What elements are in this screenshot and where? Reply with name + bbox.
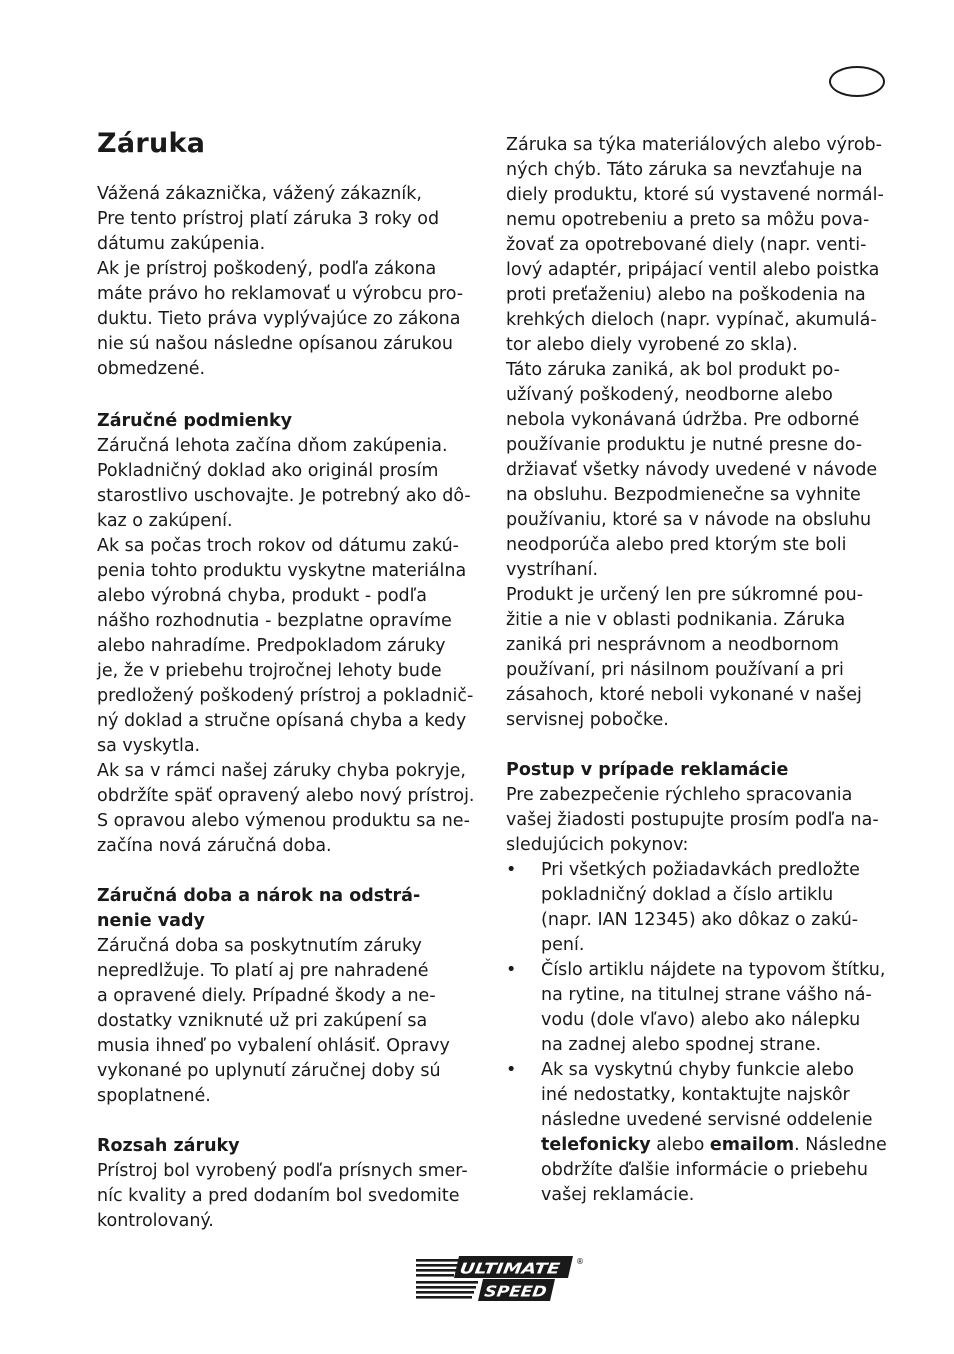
text-line: Číslo artiklu nájdete na typovom štítku, bbox=[541, 960, 886, 980]
text-line: používaniu, ktoré sa v návode na obsluhu bbox=[506, 510, 872, 530]
section-heading: Rozsah záruky bbox=[97, 1136, 240, 1156]
text-line: obdržíte ďalšie informácie o priebehu bbox=[541, 1160, 868, 1180]
text-line: pení. bbox=[541, 935, 585, 955]
text-line: žitie a nie v oblasti podnikania. Záruka bbox=[506, 610, 846, 630]
text-line: vašej reklamácie. bbox=[541, 1185, 695, 1205]
text-line: alebo výrobná chyba, produkt - podľa bbox=[97, 586, 427, 606]
text-line: obdržíte späť opravený alebo nový prístroj. bbox=[97, 786, 475, 806]
text-line: užívaný poškodený, neodborne alebo bbox=[506, 385, 833, 405]
text-line: následne uvedené servisné oddelenie bbox=[541, 1110, 873, 1130]
text-line: Ak sa počas troch rokov od dátumu zakú- bbox=[97, 536, 459, 556]
text-line: duktu. Tieto práva vyplývajúce zo zákona bbox=[97, 309, 461, 329]
text-line: pokladničný doklad a číslo artiklu bbox=[541, 885, 834, 905]
logo-word-speed: SPEED bbox=[483, 1282, 541, 1301]
text-line: máte právo ho reklamovať u výrobcu pro- bbox=[97, 284, 464, 304]
section-heading: Záručná doba a nárok na odstrá- bbox=[97, 886, 421, 906]
text-line: na rytine, na titulnej strane vášho ná- bbox=[541, 985, 872, 1005]
text-line: obmedzené. bbox=[97, 359, 206, 379]
text-line: níc kvality a pred dodaním bol svedomite bbox=[97, 1186, 460, 1206]
section-heading: Záručné podmienky bbox=[97, 411, 293, 431]
text-line: (napr. IAN 12345) ako dôkaz o zakú- bbox=[541, 910, 859, 930]
text-line: starostlivo uschovajte. Je potrebný ako dô- bbox=[97, 486, 471, 506]
text-line: Ak sa vyskytnú chyby funkcie alebo bbox=[541, 1060, 854, 1080]
language-tab-oval bbox=[829, 66, 885, 97]
text-line: diely produktu, ktoré sú vystavené normál- bbox=[506, 185, 884, 205]
text-line: a opravené diely. Prípadné škody a ne- bbox=[97, 986, 436, 1006]
text-line: penia tohto produktu vyskytne materiálna bbox=[97, 561, 467, 581]
text-line: nepredlžuje. To platí aj pre nahradené bbox=[97, 961, 429, 981]
text-line: Pokladničný doklad ako originál prosím bbox=[97, 461, 439, 481]
section-heading: nenie vady bbox=[97, 911, 205, 931]
text-line: kaz o zakúpení. bbox=[97, 511, 233, 531]
bullet-icon: • bbox=[506, 960, 517, 980]
text-line: sledujúcich pokynov: bbox=[506, 835, 689, 855]
warranty-period-section bbox=[97, 884, 487, 1109]
text-line: Záruka sa týka materiálových alebo výrob- bbox=[506, 135, 882, 155]
text-line: vykonané po uplynutí záručnej doby sú bbox=[97, 1061, 441, 1081]
text-line: Prístroj bol vyrobený podľa prísnych smer- bbox=[97, 1161, 468, 1181]
text-line: používanie produktu je nutné presne do- bbox=[506, 435, 863, 455]
text-line: Záručná lehota začína dňom zakúpenia. bbox=[97, 436, 448, 456]
text-line: Záručná doba sa poskytnutím záruky bbox=[97, 936, 422, 956]
text-line: Pre tento prístroj platí záruka 3 roky od bbox=[97, 209, 440, 229]
text-line: zaniká pri nesprávnom a neodbornom bbox=[506, 635, 839, 655]
text-line: používaní, pri násilnom používaní a pri bbox=[506, 660, 844, 680]
text-line: je, že v priebehu trojročnej lehoty bude bbox=[97, 661, 442, 681]
text-line: spoplatnené. bbox=[97, 1086, 211, 1106]
ultimate-speed-logo bbox=[413, 1253, 583, 1305]
text-line: nášho rozhodnutia - bezplatne opravíme bbox=[97, 611, 452, 631]
text-line: ný doklad a stručne opísaná chyba a kedy bbox=[97, 711, 467, 731]
text-line: Pre zabezpečenie rýchleho spracovania bbox=[506, 785, 853, 805]
text-line: Produkt je určený len pre súkromné pou- bbox=[506, 585, 864, 605]
text-line: neodporúča alebo pred ktorým ste boli bbox=[506, 535, 847, 555]
contact-connector: alebo bbox=[650, 1135, 710, 1155]
page-title: Záruka bbox=[97, 128, 206, 159]
text-line: nemu opotrebeniu a preto sa môžu pova- bbox=[506, 210, 870, 230]
contact-after-text: . Následne bbox=[794, 1135, 887, 1155]
text-line: vodu (dole vľavo) alebo ako nálepku bbox=[541, 1010, 861, 1030]
registered-mark: ® bbox=[576, 1257, 584, 1266]
bullet-item-article-number bbox=[506, 958, 896, 1058]
text-line: alebo nahradíme. Predpokladom záruky bbox=[97, 636, 446, 656]
text-line: na zadnej alebo spodnej strane. bbox=[541, 1035, 822, 1055]
text-line: na obsluhu. Bezpodmienečne sa vyhnite bbox=[506, 485, 861, 505]
text-line: vašej žiadosti postupujte prosím podľa na- bbox=[506, 810, 879, 830]
intro-paragraph bbox=[97, 182, 487, 382]
warranty-conditions-section bbox=[97, 409, 487, 859]
bullet-item-contact-service bbox=[506, 1058, 896, 1208]
text-line: krehkých dieloch (napr. vypínač, akumulá- bbox=[506, 310, 877, 330]
text-line: musia ihneď po vybalení ohlásiť. Opravy bbox=[97, 1036, 450, 1056]
text-line: lový adaptér, pripájací ventil alebo poistka bbox=[506, 260, 880, 280]
bullet-icon: • bbox=[506, 860, 517, 880]
text-line: začína nová záručná doba. bbox=[97, 836, 332, 856]
text-line: predložený poškodený prístroj a pokladnič- bbox=[97, 686, 474, 706]
text-line: Vážená zákaznička, vážený zákazník, bbox=[97, 184, 422, 204]
claim-procedure-section bbox=[506, 758, 896, 1208]
text-line: dostatky vzniknuté už pri zakúpení sa bbox=[97, 1011, 428, 1031]
text-line: Táto záruka zaniká, ak bol produkt po- bbox=[506, 360, 840, 380]
text-line: vystríhaní. bbox=[506, 560, 599, 580]
contact-email-keyword: emailom bbox=[709, 1135, 795, 1155]
text-line: tor alebo diely vyrobené zo skla). bbox=[506, 335, 798, 355]
text-line: ných chýb. Táto záruka sa nevzťahuje na bbox=[506, 160, 863, 180]
contact-method-line bbox=[541, 1133, 896, 1158]
text-line: Pri všetkých požiadavkách predložte bbox=[541, 860, 860, 880]
text-line: žovať za opotrebované diely (napr. venti- bbox=[506, 235, 867, 255]
logo-word-ultimate: ULTIMATE bbox=[458, 1259, 542, 1278]
text-line: držiavať všetky návody uvedené v návode bbox=[506, 460, 878, 480]
text-line: proti preťaženiu) alebo na poškodenia na bbox=[506, 285, 866, 305]
text-line: kontrolovaný. bbox=[97, 1211, 214, 1231]
text-line: sa vyskytla. bbox=[97, 736, 201, 756]
text-line: servisnej pobočke. bbox=[506, 710, 669, 730]
bullet-icon: • bbox=[506, 1060, 517, 1080]
text-line: zásahoch, ktoré neboli vykonané v našej bbox=[506, 685, 862, 705]
text-line: S opravou alebo výmenou produktu sa ne- bbox=[97, 811, 470, 831]
section-heading: Postup v prípade reklamácie bbox=[506, 760, 789, 780]
text-line: nebola vykonávaná údržba. Pre odborné bbox=[506, 410, 860, 430]
warranty-scope-section bbox=[97, 1134, 487, 1234]
text-line: Ak je prístroj poškodený, podľa zákona bbox=[97, 259, 437, 279]
text-line: Ak sa v rámci našej záruky chyba pokryje, bbox=[97, 761, 466, 781]
text-line: dátumu zakúpenia. bbox=[97, 234, 266, 254]
contact-phone-keyword: telefonicky bbox=[541, 1135, 651, 1155]
text-line: nie sú našou následne opísanou zárukou bbox=[97, 334, 453, 354]
bullet-item-receipt bbox=[506, 858, 896, 958]
text-line: iné nedostatky, kontaktujte najskôr bbox=[541, 1085, 850, 1105]
warranty-scope-continued bbox=[506, 133, 896, 733]
